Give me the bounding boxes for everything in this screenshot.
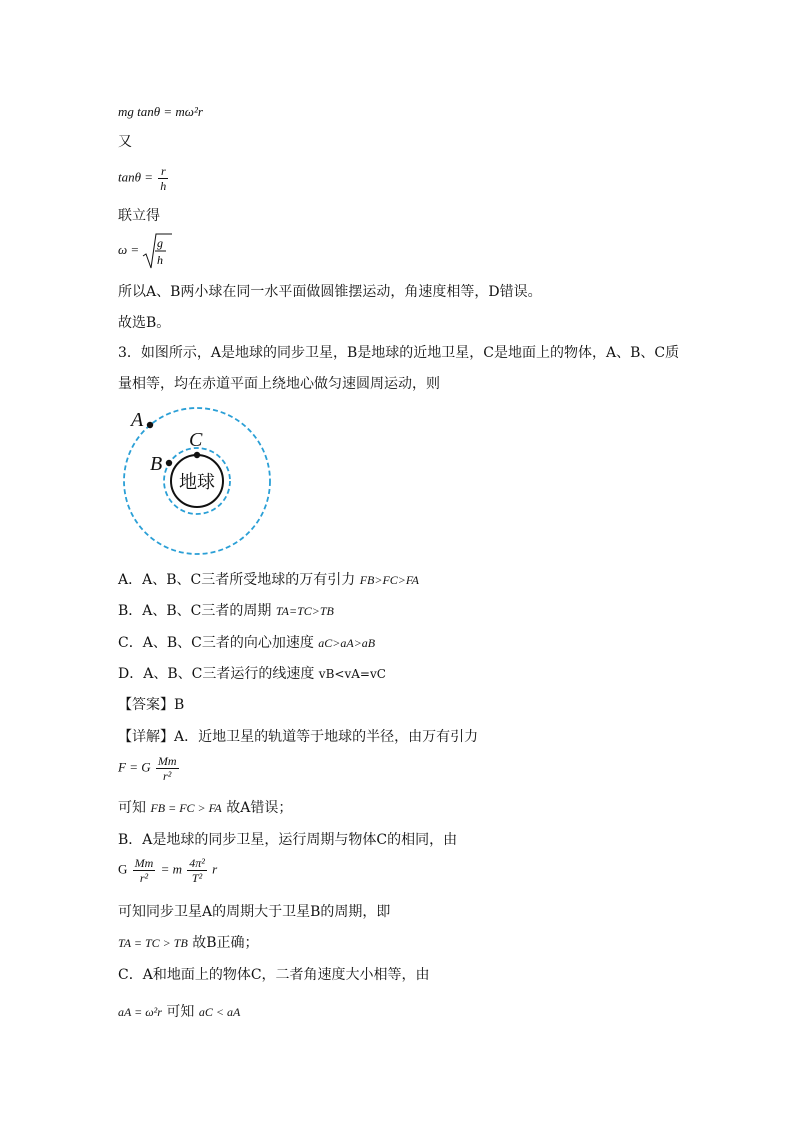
option-c-text: C．A、B、C三者的向心加速度 [118,635,314,651]
fraction-4pi2-over-t2 [187,856,207,885]
kezhi-1-pre: 可知 [118,800,146,816]
text-lianli: 联立得 [118,208,160,224]
earth-label: 地球 [179,472,215,492]
kezhi-2-line: 可知同步卫星A的周期大于卫星B的周期，即 [118,904,391,920]
option-a-text: A．A、B、C三者所受地球的万有引力 [118,572,356,588]
question-3-line-1: 3．如图所示，A是地球的同步卫星，B是地球的近地卫星，C是地面上的物体，A、B、C质 [118,345,680,361]
fraction-r-over-h [158,164,168,193]
label-b: B [150,453,163,475]
sqrt-icon [142,232,172,270]
equation-tan [118,164,170,193]
fraction-mm-over-r2-b [133,856,156,885]
text-conclusion-d: 所以A、B两小球在同一水平面做圆锥摆运动，角速度相等，D错误。 [118,284,542,300]
fraction-numerator: Mm [134,856,154,870]
fraction-denominator: r² [163,769,172,783]
equation-period-r: r [212,861,218,877]
equation-omega-lhs: ω = [118,241,140,257]
question-3-line-2: 量相等，均在赤道平面上绕地心做匀速圆周运动，则 [118,376,440,392]
answer-label: 【答案】 [118,697,174,713]
orbit-figure [118,400,278,560]
label-a: A [131,409,144,431]
sqrt-denominator: h [157,253,164,267]
answer-line [118,695,184,715]
kezhi-1-math: FB = FC > FA [150,801,222,815]
equation-tan-lhs: tanθ = [118,169,154,185]
text-choose-b: 故选B。 [118,315,171,331]
equation-gravity-lhs: F = G [118,759,151,775]
fraction-numerator: r [158,164,168,179]
fraction-mm-over-r2 [156,754,179,783]
sqrt-symbol [142,232,172,270]
detail-c-line: C．A和地面上的物体C，二者角速度大小相等，由 [118,967,430,983]
equation-period: G $\frac{Mm}{\text{r²}}$ = m $\frac{\text{4π²}}{\text{T²}}$ r [118,856,218,885]
satellite-a-dot [147,422,153,428]
fraction-denominator: T² [191,871,203,885]
option-c [118,633,375,653]
detail-a-text: A．近地卫星的轨道等于地球的半径，由万有引力 [174,729,479,745]
detail-b-line: B．A是地球的同步卫星，运行周期与物体C的相同，由 [118,832,458,848]
equation-gravity [118,754,181,783]
equation-centripetal: mg tanθ = mω²r [118,104,203,119]
option-d [118,664,386,684]
satellite-b-dot [166,460,172,466]
sqrt-numerator: g [157,236,164,250]
fraction-numerator: 4π² [189,856,205,870]
answer-value: B [174,697,185,713]
equation-period-mid: = m [160,861,182,877]
acceleration-formula: aA = ω²r [118,1005,162,1019]
acceleration-mid: 可知 [166,1004,195,1020]
acceleration-result: aC < aA [198,1005,241,1019]
option-a-math: FB>FC>FA [359,573,419,587]
kezhi-1-line [118,798,292,818]
period-result-post: 故B正确； [192,935,259,951]
fraction-denominator: h [160,179,167,193]
kezhi-1-post: 故A错误； [226,800,293,816]
equation-omega [118,232,172,270]
detail-a-line [118,727,478,747]
option-b-text: B．A、B、C三者的周期 [118,603,272,619]
text-you: 又 [118,134,132,150]
option-d-text: D．A、B、C三者运行的线速度 [118,666,315,682]
detail-label: 【详解】 [118,729,174,745]
option-a [118,570,419,590]
acceleration-line [118,1002,240,1022]
option-b [118,601,334,621]
fraction-denominator: r² [139,871,149,885]
fraction-numerator: Mm [157,754,177,768]
option-d-math: vB<vA=vC [318,667,386,681]
period-result-math: TA = TC > TB [118,936,188,950]
period-result-line [118,933,259,953]
object-c-dot [194,452,200,458]
option-b-math: TA=TC>TB [275,604,334,618]
label-c: C [189,429,203,451]
option-c-math: aC>aA>aB [318,636,376,650]
